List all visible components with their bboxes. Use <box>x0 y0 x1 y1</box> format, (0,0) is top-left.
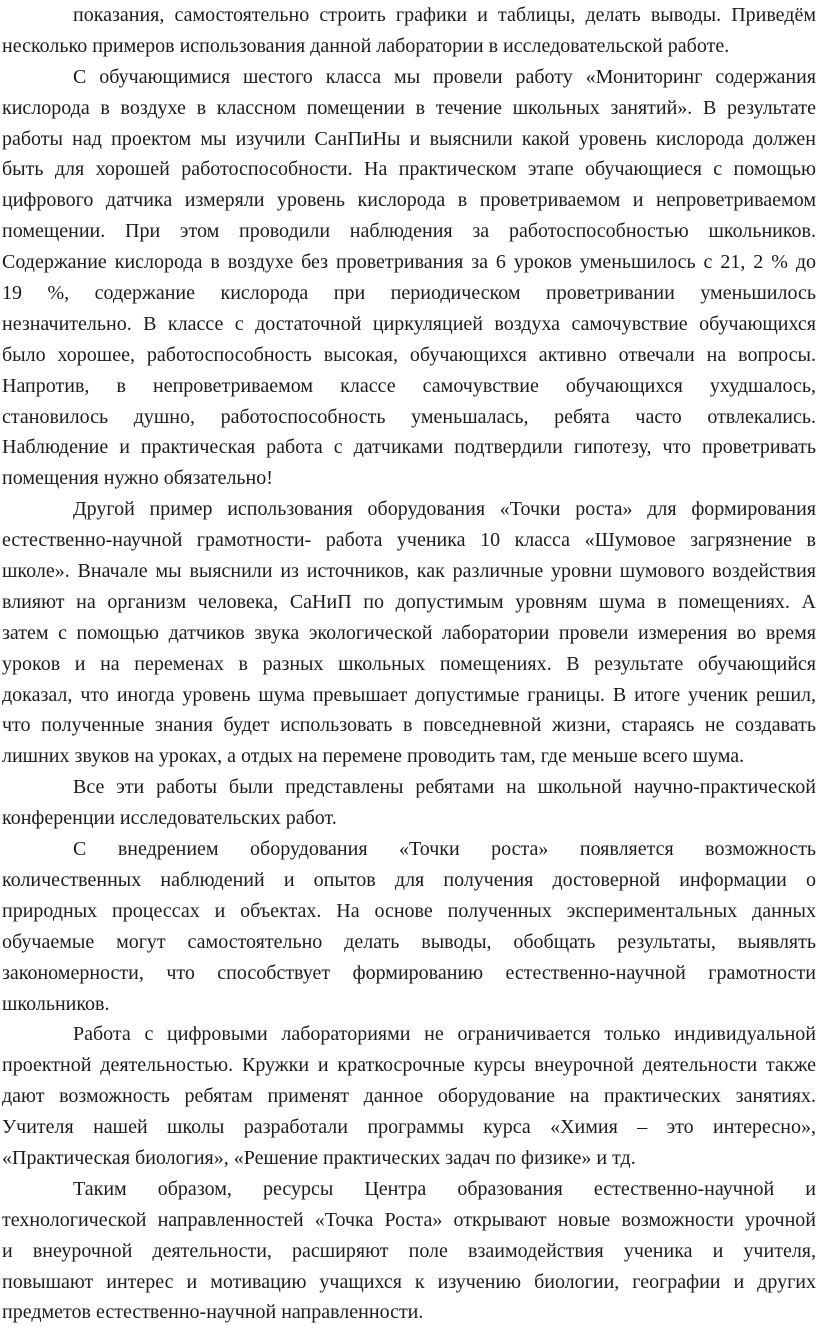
text-line: Другой пример использования оборудования «Точки роста» для формирования <box>73 498 816 521</box>
text-line: уроков и на переменах в разных школьных помещениях. В результате обучающийся <box>2 652 816 675</box>
text-line: что полученные знания будет использовать в повседневной жизни, стараясь не создавать <box>2 714 816 737</box>
text-line: 19 %, содержание кислорода при периодическом проветривании уменьшилось <box>2 282 816 305</box>
text-line: работы над проектом мы изучили СанПиНы и выяснили какой уровень кислорода должен <box>2 127 816 150</box>
text-line: повышают интерес и мотивацию учащихся к изучению биологии, географии и других <box>2 1270 816 1293</box>
text-line: С внедрением оборудования «Точки роста» появляется возможность <box>73 838 816 861</box>
text-line: помещении. При этом проводили наблюдения за работоспособностью школьников. <box>2 220 816 243</box>
text-line: влияют на организм человека, СаНиП по допустимым уровням шума в помещениях. А <box>2 590 816 613</box>
text-line: Все эти работы были представлены ребятами на школьной научно-практической <box>73 776 816 799</box>
document-body <box>2 0 816 1328</box>
text-line: цифрового датчика измеряли уровень кислорода в проветриваемом и непроветриваемом <box>2 189 816 212</box>
text-line: конференции исследовательских работ. <box>2 807 337 830</box>
text-line: несколько примеров использования данной лаборатории в исследовательской работе. <box>2 34 730 57</box>
text-line: школе». Вначале мы выяснили из источников, как различные уровни шумового воздействия <box>2 560 816 583</box>
text-line: Учителя нашей школы разработали программы курса «Химия – это интересно», <box>2 1116 816 1139</box>
text-line: незначительно. В классе с достаточной циркуляцией воздуха самочувствие обучающихся <box>2 312 816 335</box>
text-line: Работа с цифровыми лабораториями не ограничивается только индивидуальной <box>73 1023 816 1046</box>
text-line: Таким образом, ресурсы Центра образования естественно-научной и <box>73 1177 816 1200</box>
paragraph <box>2 1019 816 1173</box>
text-line: количественных наблюдений и опытов для получения достоверной информации о <box>2 868 816 891</box>
text-line: быть для хорошей работоспособности. На практическом этапе обучающиеся с помощью <box>2 158 816 181</box>
text-line: было хорошее, работоспособность высокая, обучающихся активно отвечали на вопросы. <box>2 343 816 366</box>
text-line: «Практическая биология», «Решение практических задач по физике» и тд. <box>2 1146 636 1169</box>
text-line: доказал, что иногда уровень шума превышает допустимые границы. В итоге ученик решил, <box>2 683 816 706</box>
paragraph <box>2 1174 816 1328</box>
text-line: затем с помощью датчиков звука экологической лаборатории провели измерения во время <box>2 621 816 644</box>
text-line: Наблюдение и практическая работа с датчиками подтвердили гипотезу, что проветривать <box>2 436 816 459</box>
text-line: лишних звуков на уроках, а отдых на перемене проводить там, где меньше всего шума. <box>2 745 745 768</box>
paragraph <box>2 494 816 772</box>
text-line: кислорода в воздухе в классном помещении в течение школьных занятий». В результате <box>2 96 816 119</box>
text-line: школьников. <box>2 992 110 1015</box>
text-line: Содержание кислорода в воздухе без проветривания за 6 уроков уменьшилось с 21, 2 % до <box>2 251 816 274</box>
text-line: показания, самостоятельно строить графики и таблицы, делать выводы. Приведём <box>73 4 816 26</box>
text-line: проектной деятельностью. Кружки и краткосрочные курсы внеурочной деятельности также <box>2 1054 816 1077</box>
text-line: естественно-научной грамотности- работа ученика 10 класса «Шумовое загрязнение в <box>2 529 816 552</box>
text-line: дают возможность ребятам применят данное оборудование на практических занятиях. <box>2 1085 816 1108</box>
paragraph <box>2 0 816 62</box>
paragraph <box>2 772 816 834</box>
text-line: становилось душно, работоспособность уменьшалась, ребята часто отвлекались. <box>2 405 816 428</box>
text-line: помещения нужно обязательно! <box>2 467 273 490</box>
text-line: обучаемые могут самостоятельно делать выводы, обобщать результаты, выявлять <box>2 930 816 953</box>
paragraph <box>2 834 816 1019</box>
text-line: Напротив, в непроветриваемом классе самочувствие обучающихся ухудшалось, <box>2 374 816 397</box>
text-line: С обучающимися шестого класса мы провели работу «Мониторинг содержания <box>73 65 816 88</box>
text-line: технологической направленностей «Точка Роста» открывают новые возможности урочной <box>2 1208 816 1231</box>
text-line: предметов естественно-научной направленности. <box>2 1301 424 1324</box>
text-line: и внеурочной деятельности, расширяют поле взаимодействия ученика и учителя, <box>2 1239 816 1262</box>
text-line: природных процессах и объектах. На основе полученных экспериментальных данных <box>2 899 816 922</box>
paragraph <box>2 62 816 494</box>
text-line: закономерности, что способствует формированию естественно-научной грамотности <box>2 961 816 984</box>
